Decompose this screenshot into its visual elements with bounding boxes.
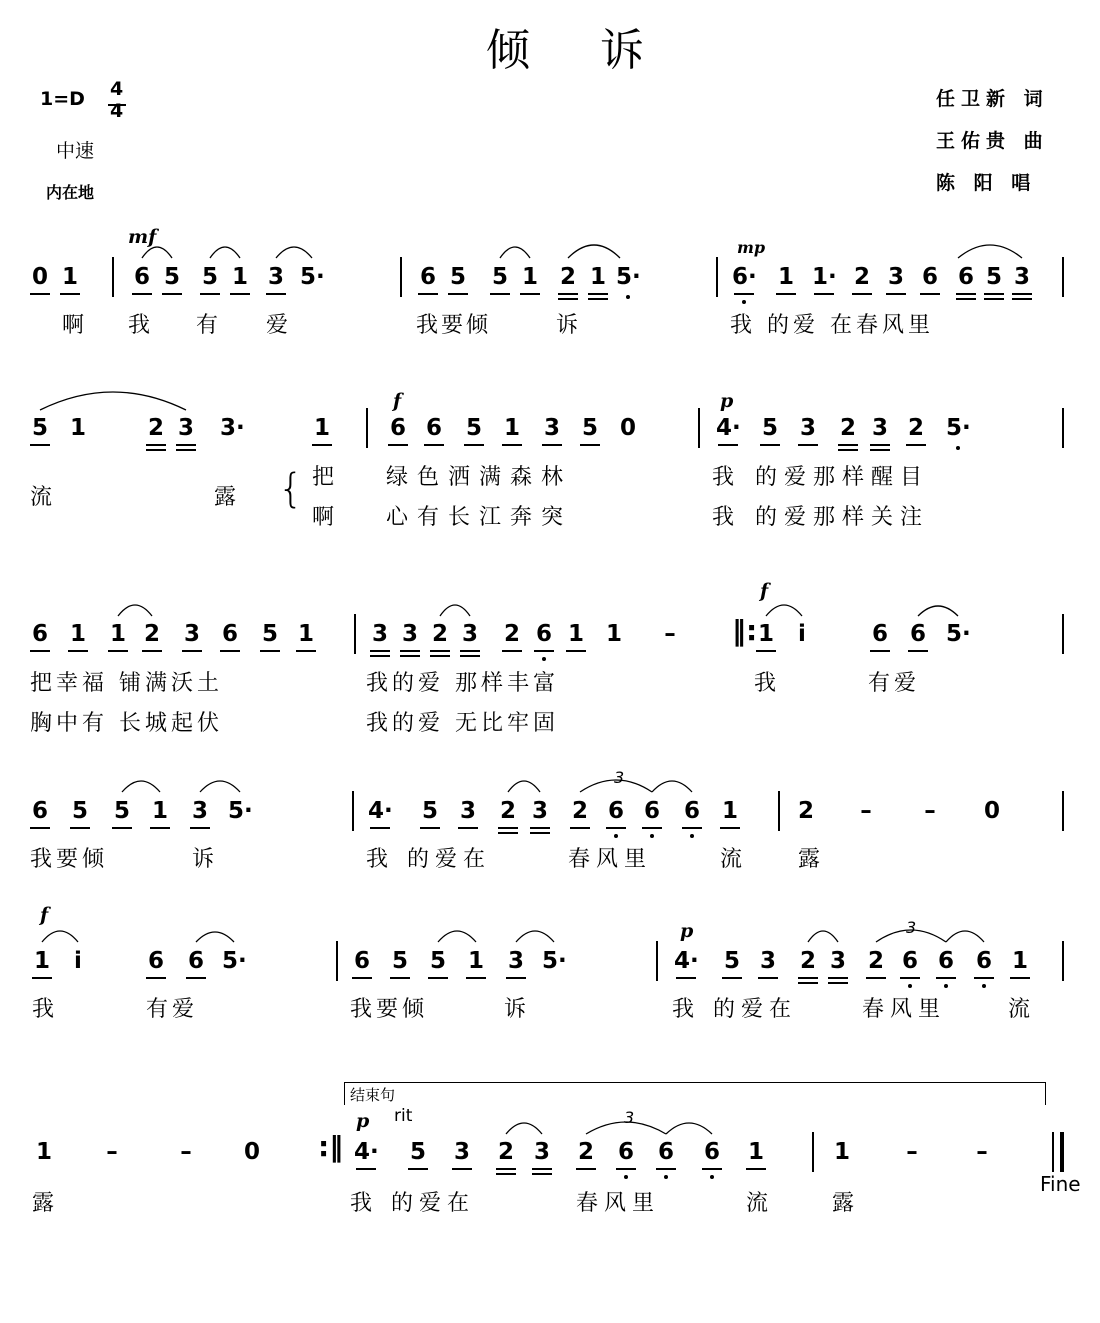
note: 6 xyxy=(425,415,442,441)
note: 2 xyxy=(799,948,816,974)
note: 6 xyxy=(909,621,926,647)
song-title: 倾 诉 xyxy=(486,25,672,76)
note: 6 xyxy=(221,621,238,647)
lyric: 心有长江奔突 xyxy=(386,505,573,530)
note: – xyxy=(180,1139,192,1165)
note: 6 xyxy=(901,948,918,974)
note: 5 xyxy=(31,415,48,441)
note: 0 xyxy=(983,798,1000,824)
time-signature-top: 4 xyxy=(110,78,124,100)
lyric: 把幸福 铺满沃土 xyxy=(30,671,223,696)
note: 1 xyxy=(69,415,86,441)
note: 3 xyxy=(191,798,208,824)
note: – xyxy=(860,798,872,824)
note: 5 xyxy=(391,948,408,974)
note: 5 xyxy=(163,264,180,290)
slur xyxy=(40,392,186,410)
note: 6 xyxy=(703,1139,720,1165)
note: 3 xyxy=(183,621,200,647)
dynamic-mark: mp xyxy=(737,238,766,257)
note: 3 xyxy=(543,415,560,441)
note: 6 xyxy=(419,264,436,290)
lyric: 我 的爱 在春风里 xyxy=(730,313,934,338)
note: 2 xyxy=(499,798,516,824)
note: 5 xyxy=(761,415,778,441)
note: – xyxy=(106,1139,118,1165)
note: 5 xyxy=(201,264,218,290)
note: 2 xyxy=(497,1139,514,1165)
note: 1 xyxy=(567,621,584,647)
lyric: 啊 xyxy=(311,505,334,530)
lyric: 我 xyxy=(127,313,150,338)
note: 2 xyxy=(907,415,924,441)
slur xyxy=(438,931,476,942)
note: 1 xyxy=(747,1139,764,1165)
note: 6 xyxy=(147,948,164,974)
note: 3 xyxy=(871,415,888,441)
note: 6 xyxy=(187,948,204,974)
slur xyxy=(276,247,312,258)
lyric: 我 的爱那样关注 xyxy=(712,505,929,530)
note: 6 xyxy=(607,798,624,824)
lyric: 露 xyxy=(831,1191,854,1216)
note: 2 xyxy=(853,264,870,290)
note: 3 xyxy=(267,264,284,290)
note: 3 xyxy=(531,798,548,824)
slur xyxy=(506,1123,542,1134)
repeat-start: ‖: xyxy=(732,614,758,647)
lyric: 我 xyxy=(753,671,776,696)
note: 6 xyxy=(389,415,406,441)
dynamic-mark: p xyxy=(356,1110,370,1132)
slur xyxy=(918,606,958,616)
note: 5 xyxy=(491,264,508,290)
lyric: 我 的爱在 xyxy=(366,847,491,872)
note: 6 xyxy=(31,621,48,647)
slur xyxy=(122,781,160,792)
note: 5· xyxy=(542,948,567,974)
note: 3 xyxy=(453,1139,470,1165)
slur xyxy=(440,605,470,616)
note: 1 xyxy=(757,621,774,647)
tempo-marking: 中速 xyxy=(56,140,95,162)
note: 6 xyxy=(133,264,150,290)
fine-marking: Fine xyxy=(1040,1172,1081,1196)
note: 5 xyxy=(409,1139,426,1165)
note: – xyxy=(924,798,936,824)
lyric: 春风里 xyxy=(568,847,653,872)
note: 6 xyxy=(921,264,938,290)
note: 4· xyxy=(368,798,393,824)
slur xyxy=(580,780,652,792)
note: 5· xyxy=(946,415,971,441)
note: 1 xyxy=(35,1139,52,1165)
note: 6 xyxy=(957,264,974,290)
expression-marking: 内在地 xyxy=(46,183,95,202)
note: 6 xyxy=(937,948,954,974)
note: 1 xyxy=(69,621,86,647)
note: 2 xyxy=(867,948,884,974)
dynamic-mark: mf xyxy=(128,226,157,248)
note: 3 xyxy=(507,948,524,974)
note: 2 xyxy=(577,1139,594,1165)
note: 1 xyxy=(521,264,538,290)
note: – xyxy=(664,621,676,647)
lyric: 诉 xyxy=(191,847,214,872)
slur xyxy=(200,781,240,792)
slur xyxy=(142,247,172,258)
note: 3 xyxy=(829,948,846,974)
slur xyxy=(210,247,240,258)
note: i xyxy=(798,621,806,647)
note: 4· xyxy=(354,1139,379,1165)
note: 6· xyxy=(732,264,757,290)
triplet-mark: 3 xyxy=(624,1108,635,1127)
slur xyxy=(196,932,234,942)
lyric: 露 xyxy=(797,847,820,872)
lyric: 流 xyxy=(745,1191,768,1216)
note: 3 xyxy=(401,621,418,647)
dynamic-mark: p xyxy=(720,390,734,412)
note: 3 xyxy=(799,415,816,441)
note: 2 xyxy=(503,621,520,647)
lyric: 诉 xyxy=(503,997,526,1022)
time-signature-bottom: 4 xyxy=(110,100,124,122)
slur xyxy=(652,781,692,792)
note: 1 xyxy=(605,621,622,647)
lyric: 有爱 xyxy=(868,671,921,696)
note: 3 xyxy=(459,798,476,824)
slur xyxy=(808,931,838,942)
note: 1 xyxy=(589,264,606,290)
lyric: 我 的爱在 xyxy=(350,1191,475,1216)
slur xyxy=(946,931,984,942)
note: 3 xyxy=(177,415,194,441)
lyric: 把 xyxy=(311,465,334,490)
note: 3· xyxy=(220,415,245,441)
slur xyxy=(500,247,530,258)
lyricist-credit: 任卫新 词 xyxy=(936,88,1049,110)
note: 6 xyxy=(683,798,700,824)
slur xyxy=(568,245,620,258)
slur xyxy=(666,1123,712,1134)
slur xyxy=(516,931,554,942)
lyric: 露 xyxy=(31,1191,54,1216)
lyric: 流 xyxy=(719,847,742,872)
note: 6 xyxy=(975,948,992,974)
slur xyxy=(766,605,802,616)
note: 6 xyxy=(31,798,48,824)
note: 3 xyxy=(759,948,776,974)
lyric: 啊 xyxy=(61,313,84,338)
lyric: 春风里 xyxy=(862,997,947,1022)
note: 5 xyxy=(465,415,482,441)
lyric: 流 xyxy=(1007,997,1030,1022)
note: 2 xyxy=(147,415,164,441)
note: 6 xyxy=(643,798,660,824)
lyric: 我要倾 xyxy=(416,313,492,338)
singer-credit: 陈 阳 唱 xyxy=(936,172,1037,194)
lyric: 春风里 xyxy=(576,1191,661,1216)
lyric: 诉 xyxy=(555,313,578,338)
slur xyxy=(958,245,1022,258)
note: 1 xyxy=(109,621,126,647)
note: 6 xyxy=(871,621,888,647)
lyric: 我 xyxy=(31,997,54,1022)
slur xyxy=(586,1122,666,1134)
note: 5 xyxy=(421,798,438,824)
lyric: 我要倾 xyxy=(30,847,109,872)
ending-label: 结束句 xyxy=(350,1086,396,1104)
lyric: 我要倾 xyxy=(350,997,429,1022)
lyric: 我的爱 无比牢固 xyxy=(366,711,559,736)
lyric: 露 xyxy=(213,485,236,510)
note: 3 xyxy=(1013,264,1030,290)
lyric: 流 xyxy=(29,485,52,510)
note: 5 xyxy=(985,264,1002,290)
lyric: 绿色洒满森林 xyxy=(386,465,573,490)
note: 1 xyxy=(503,415,520,441)
lyric: 爱 xyxy=(265,313,288,338)
note: 0 xyxy=(619,415,636,441)
note: 6 xyxy=(617,1139,634,1165)
note: 2 xyxy=(431,621,448,647)
note: 1 xyxy=(151,798,168,824)
note: 5 xyxy=(113,798,130,824)
dynamic-mark: f xyxy=(393,390,402,412)
note: 3 xyxy=(533,1139,550,1165)
note: 2 xyxy=(839,415,856,441)
note: 3 xyxy=(887,264,904,290)
note: 1 xyxy=(61,264,78,290)
lyric: 有爱 xyxy=(146,997,199,1022)
note: 2 xyxy=(559,264,576,290)
note: 5· xyxy=(222,948,247,974)
slur xyxy=(118,605,152,616)
note: – xyxy=(976,1139,988,1165)
note: 3 xyxy=(461,621,478,647)
verse-brace: { xyxy=(278,466,304,512)
note: 1 xyxy=(297,621,314,647)
note: 0 xyxy=(243,1139,260,1165)
triplet-mark: 3 xyxy=(614,768,625,787)
lyric: 我的爱 那样丰富 xyxy=(366,671,559,696)
note: 6 xyxy=(535,621,552,647)
note: 1 xyxy=(33,948,50,974)
slur xyxy=(508,781,540,792)
note: 1 xyxy=(467,948,484,974)
note: 1 xyxy=(231,264,248,290)
triplet-mark: 3 xyxy=(906,918,917,937)
note: 1 xyxy=(721,798,738,824)
rit-marking: rit xyxy=(394,1106,413,1126)
note: 1 xyxy=(313,415,330,441)
note: 1· xyxy=(812,264,837,290)
note: 6 xyxy=(353,948,370,974)
note: 5· xyxy=(228,798,253,824)
note: 2 xyxy=(143,621,160,647)
note: 4· xyxy=(674,948,699,974)
lyric: 我 的爱在 xyxy=(672,997,797,1022)
note: 5 xyxy=(429,948,446,974)
dynamic-mark: p xyxy=(680,920,694,942)
note: 5· xyxy=(300,264,325,290)
note: 1 xyxy=(1011,948,1028,974)
note: i xyxy=(74,948,82,974)
slur xyxy=(42,931,78,942)
note: 5 xyxy=(71,798,88,824)
composer-credit: 王佑贵 曲 xyxy=(936,130,1049,152)
note: 5 xyxy=(723,948,740,974)
lyric: 我 的爱那样醒目 xyxy=(712,465,929,490)
slur xyxy=(876,930,946,942)
note: 3 xyxy=(371,621,388,647)
dynamic-mark: f xyxy=(40,904,49,926)
note: 5 xyxy=(581,415,598,441)
note: 5· xyxy=(616,264,641,290)
lyric: 胸中有 长城起伏 xyxy=(30,711,223,736)
note: 1 xyxy=(833,1139,850,1165)
lyric: 有 xyxy=(195,313,218,338)
note: 5 xyxy=(449,264,466,290)
repeat-end: :‖ xyxy=(318,1130,344,1163)
note: 6 xyxy=(657,1139,674,1165)
key-signature: 1=D xyxy=(40,88,85,110)
note: 2 xyxy=(571,798,588,824)
note: 0 xyxy=(31,264,48,290)
note: 4· xyxy=(716,415,741,441)
note: 5 xyxy=(261,621,278,647)
dynamic-mark: f xyxy=(760,580,769,602)
note: – xyxy=(906,1139,918,1165)
note: 5· xyxy=(946,621,971,647)
note: 2 xyxy=(797,798,814,824)
note: 1 xyxy=(777,264,794,290)
